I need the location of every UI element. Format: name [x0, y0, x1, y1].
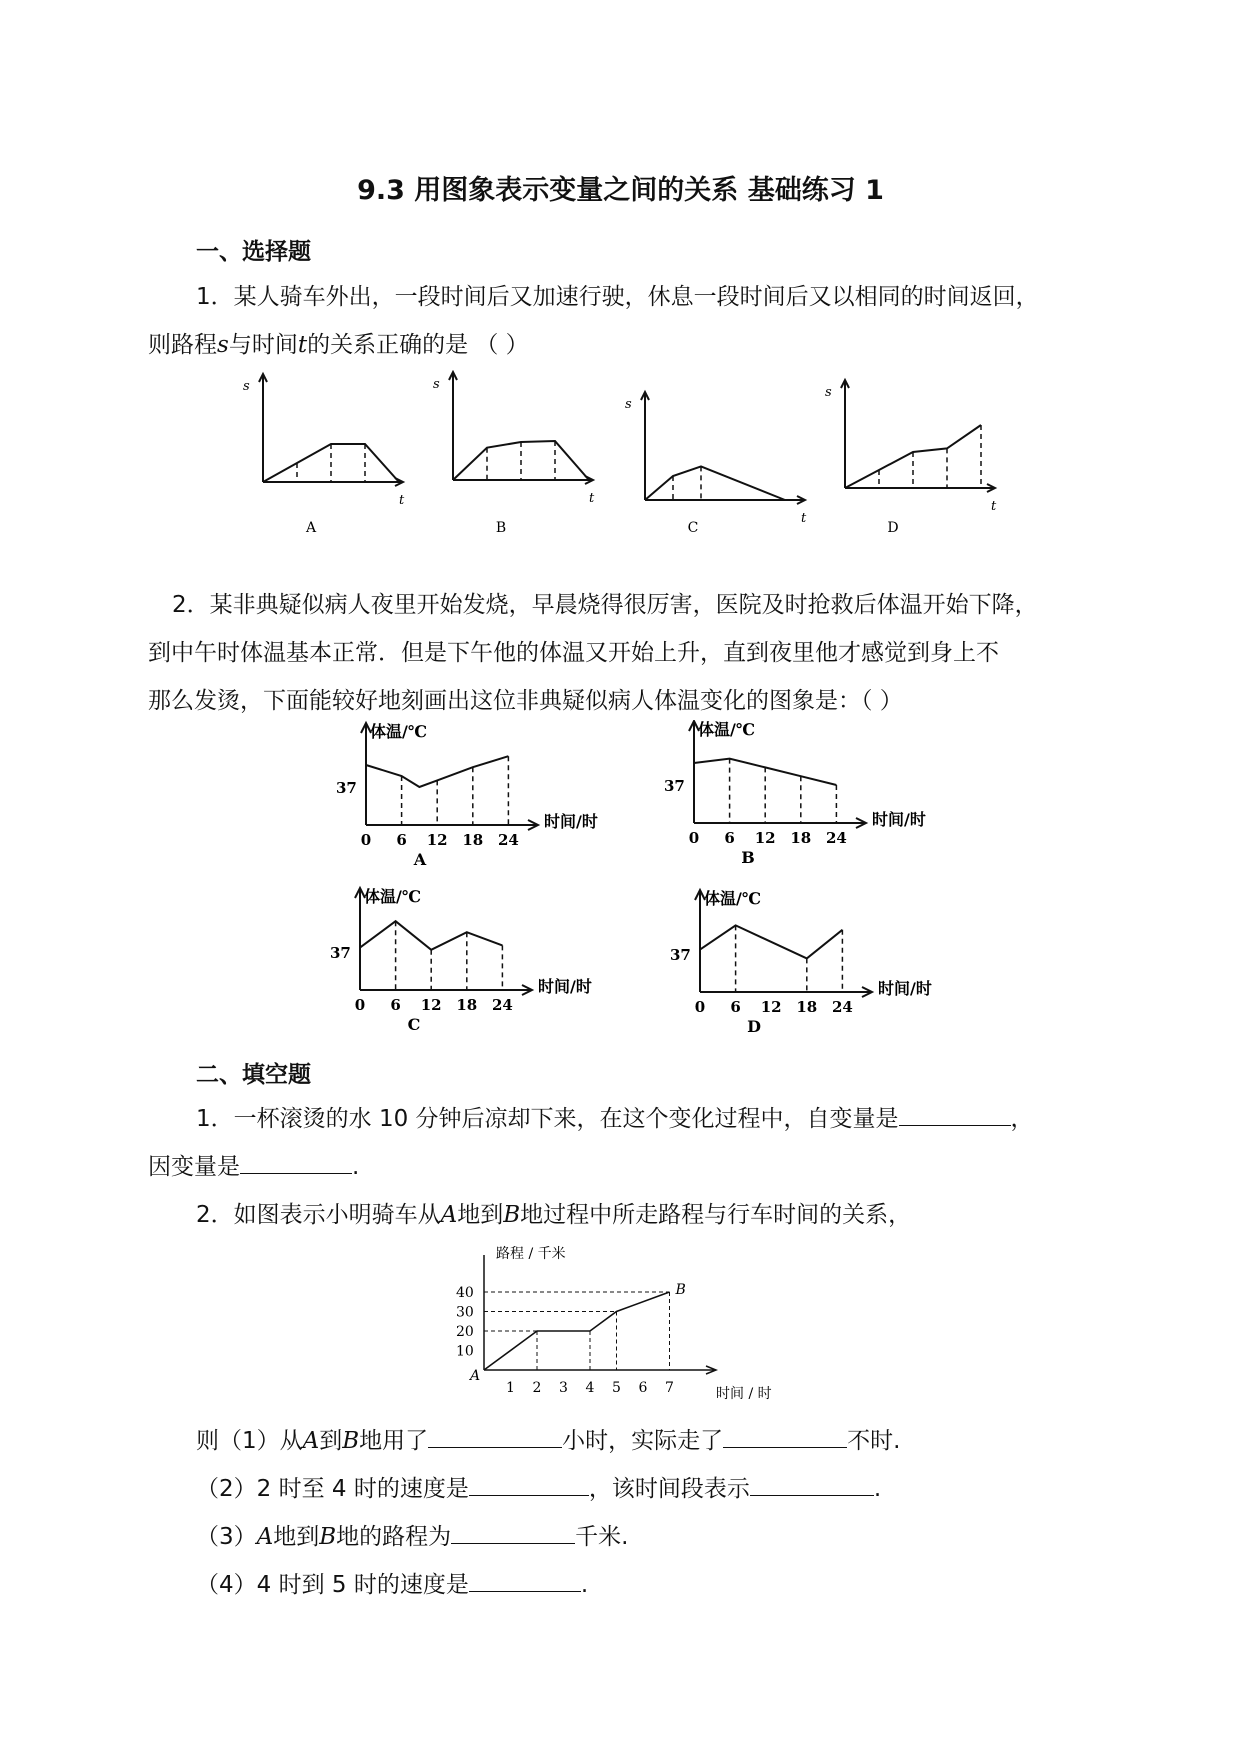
f2-q1 [196, 1422, 900, 1455]
f2-text: 2．如图表示小明骑车从 [196, 1202, 441, 1228]
graph-line [645, 466, 785, 500]
answer-blank[interactable] [428, 1425, 562, 1448]
point-b: B [503, 1202, 521, 1228]
point-a: A [302, 1428, 320, 1454]
q1-text: 的关系正确的是 （ ） [307, 332, 529, 358]
x-tick-label: 18 [456, 996, 478, 1014]
answer-blank[interactable] [469, 1569, 581, 1592]
page-title: 9.3 用图象表示变量之间的关系 基础练习 1 [357, 175, 884, 206]
f2-text: 不时. [847, 1428, 901, 1454]
f2-intro [196, 1196, 911, 1229]
y-axis-label: s [825, 385, 832, 400]
y-axis-label: 路程 / 千米 [496, 1246, 566, 1262]
f1-text-line2 [148, 1148, 359, 1181]
f2-text: （2）2 时至 4 时的速度是 [196, 1476, 469, 1502]
graph-line [700, 925, 842, 958]
y-tick-label: 20 [456, 1324, 474, 1340]
y-axis-label: s [243, 379, 250, 394]
x-tick-label: 5 [612, 1380, 621, 1396]
var-s: s [217, 332, 229, 358]
point-a: A [256, 1524, 274, 1550]
point-a: A [440, 1202, 458, 1228]
q1-text: 则路程 [148, 332, 217, 358]
option-label: D [747, 1017, 761, 1036]
y-axis-label: 体温/℃ [370, 722, 428, 741]
f2-text: 千米. [575, 1524, 629, 1550]
point-b: B [342, 1428, 360, 1454]
answer-blank[interactable] [899, 1103, 1011, 1126]
option-label: B [741, 848, 755, 867]
y-tick-label: 37 [664, 777, 685, 795]
x-tick-label: 0 [694, 998, 706, 1016]
end-label: B [675, 1282, 686, 1298]
x-tick-label: 4 [585, 1380, 595, 1396]
x-tick-label: 24 [825, 829, 847, 847]
f2-q2 [196, 1470, 881, 1503]
x-axis-label: t [991, 499, 997, 514]
x-tick-label: 6 [390, 996, 401, 1014]
y-axis-label: 体温/℃ [704, 889, 762, 908]
y-tick-label: 10 [456, 1343, 474, 1360]
x-tick-label: 6 [730, 998, 741, 1016]
q1-text-line2 [148, 326, 529, 359]
f2-text: 小时，实际走了 [562, 1428, 724, 1454]
f1-text: ， [1010, 1106, 1034, 1132]
f1-text: . [352, 1154, 360, 1180]
x-axis-label: 时间/时 [544, 812, 598, 831]
x-axis-label: 时间 / 时 [716, 1386, 772, 1400]
y-tick-label: 30 [456, 1304, 474, 1321]
q2-text-line2: 到中午时体温基本正常．但是下午他的体温又开始上升，直到夜里他才感觉到身上不 [148, 640, 999, 666]
answer-blank[interactable] [723, 1425, 847, 1448]
f2-text: （4）4 时到 5 时的速度是 [196, 1572, 469, 1598]
f2-q4 [196, 1566, 588, 1599]
x-tick-label: 0 [354, 996, 366, 1014]
f2-text: 地到 [457, 1202, 504, 1228]
answer-blank[interactable] [750, 1473, 874, 1496]
q2-text-line3: 那么发烫，下面能较好地刻画出这位非典疑似病人体温变化的图象是：（ ） [148, 688, 903, 714]
x-tick-label: 24 [497, 831, 519, 849]
x-tick-label: 12 [426, 831, 448, 849]
x-tick-label: 0 [688, 829, 700, 847]
q2-graphs [0, 720, 1241, 1040]
y-axis-label: s [625, 397, 632, 412]
distance-time-graph [440, 1240, 840, 1400]
y-tick-label: 37 [330, 944, 351, 962]
y-axis-label: 体温/℃ [698, 720, 756, 739]
section-heading-fill: 二、填空题 [196, 1062, 311, 1088]
section-heading-choice: 一、选择题 [196, 239, 311, 265]
option-label: B [495, 520, 507, 536]
origin-label: A [470, 1368, 481, 1384]
y-axis-label: 体温/℃ [364, 887, 422, 906]
f1-text: 1．一杯滚烫的水 10 分钟后凉却下来，在这个变化过程中，自变量是 [196, 1106, 899, 1132]
f2-text: 地到 [273, 1524, 320, 1550]
f2-text: 地过程中所走路程与行车时间的关系， [520, 1202, 912, 1228]
option-label: C [687, 520, 699, 536]
graph-line [360, 921, 502, 950]
y-tick-label: 37 [670, 946, 691, 964]
x-axis-label: 时间/时 [878, 979, 932, 998]
x-axis-label: t [399, 493, 405, 508]
f2-q3 [196, 1518, 628, 1551]
f2-text: . [873, 1476, 882, 1502]
option-label: A [305, 520, 317, 536]
f2-text: 则（1）从 [196, 1428, 303, 1454]
f2-text: ，该时间段表示 [588, 1476, 750, 1502]
x-tick-label: 0 [360, 831, 372, 849]
x-tick-label: 1 [506, 1380, 515, 1396]
x-tick-label: 7 [665, 1380, 674, 1396]
f1-text-line1 [196, 1100, 1034, 1133]
point-b: B [319, 1524, 337, 1550]
y-tick-label: 40 [456, 1285, 474, 1301]
option-label: C [407, 1015, 421, 1034]
x-tick-label: 2 [532, 1380, 542, 1396]
f2-text: （3） [196, 1524, 257, 1550]
x-tick-label: 12 [760, 998, 782, 1016]
answer-blank[interactable] [451, 1521, 575, 1544]
x-axis-label: 时间/时 [538, 977, 592, 996]
x-tick-label: 3 [559, 1380, 568, 1396]
x-axis-label: t [801, 511, 807, 526]
x-tick-label: 18 [796, 998, 818, 1016]
f2-text: 地用了 [359, 1428, 429, 1454]
answer-blank[interactable] [469, 1473, 589, 1496]
x-tick-label: 12 [420, 996, 442, 1014]
x-axis-label: 时间/时 [872, 810, 926, 829]
y-tick-label: 37 [336, 779, 357, 797]
f2-text: . [580, 1572, 589, 1598]
option-label: D [887, 520, 899, 536]
f2-text: 地的路程为 [336, 1524, 452, 1550]
x-tick-label: 24 [831, 998, 853, 1016]
q1-text: 与时间 [228, 332, 298, 358]
y-axis-label: s [433, 377, 440, 392]
x-axis-label: t [589, 491, 595, 506]
answer-blank[interactable] [240, 1151, 352, 1174]
x-tick-label: 12 [754, 829, 776, 847]
q1-graphs [0, 370, 1241, 550]
x-tick-label: 6 [638, 1380, 648, 1396]
x-tick-label: 6 [396, 831, 407, 849]
option-label: A [413, 850, 427, 869]
x-tick-label: 18 [462, 831, 484, 849]
q1-text-line1: 1．某人骑车外出，一段时间后又加速行驶，休息一段时间后又以相同的时间返回， [196, 284, 1039, 310]
x-tick-label: 18 [790, 829, 812, 847]
f2-text: 到 [319, 1428, 343, 1454]
f1-text: 因变量是 [148, 1154, 240, 1180]
var-t: t [297, 332, 308, 358]
q2-text-line1: 2．某非典疑似病人夜里开始发烧，早晨烧得很厉害，医院及时抢救后体温开始下降， [172, 592, 1038, 618]
x-tick-label: 24 [491, 996, 513, 1014]
x-tick-label: 6 [724, 829, 735, 847]
